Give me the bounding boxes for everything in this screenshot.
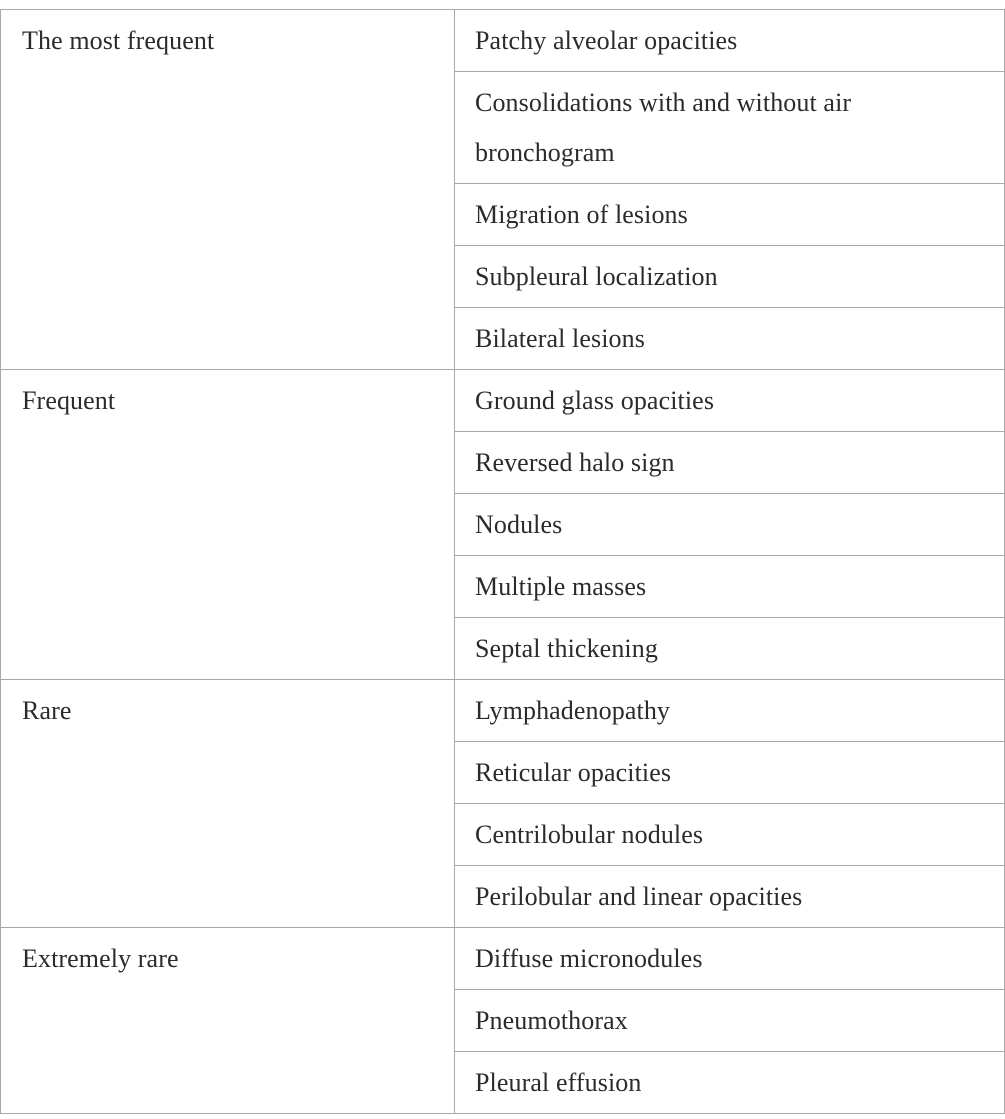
category-cell: Frequent: [1, 370, 455, 680]
finding-cell: Nodules: [455, 494, 1005, 556]
table-row: [1, 680, 1005, 742]
finding-cell: Reticular opacities: [455, 742, 1005, 804]
table-row: [1, 928, 1005, 990]
table-row: [1, 10, 1005, 72]
finding-cell: Septal thickening: [455, 618, 1005, 680]
finding-cell: Multiple masses: [455, 556, 1005, 618]
table-row: [1, 370, 1005, 432]
finding-cell: Centrilobular nodules: [455, 804, 1005, 866]
finding-cell: Pneumothorax: [455, 990, 1005, 1052]
finding-cell: Consolidations with and without air bronchogram: [455, 72, 1005, 184]
finding-cell: Bilateral lesions: [455, 308, 1005, 370]
finding-cell: Perilobular and linear opacities: [455, 866, 1005, 928]
findings-table: [0, 9, 1005, 1114]
findings-table-body: [1, 10, 1005, 1114]
finding-cell: Diffuse micronodules: [455, 928, 1005, 990]
finding-cell: Pleural effusion: [455, 1052, 1005, 1114]
finding-cell: Subpleural localization: [455, 246, 1005, 308]
findings-table-container: [0, 9, 1004, 1114]
category-cell: Rare: [1, 680, 455, 928]
finding-cell: Migration of lesions: [455, 184, 1005, 246]
finding-cell: Ground glass opacities: [455, 370, 1005, 432]
finding-cell: Reversed halo sign: [455, 432, 1005, 494]
category-cell: Extremely rare: [1, 928, 455, 1114]
finding-cell: Lymphadenopathy: [455, 680, 1005, 742]
category-cell: The most frequent: [1, 10, 455, 370]
finding-cell: Patchy alveolar opacities: [455, 10, 1005, 72]
